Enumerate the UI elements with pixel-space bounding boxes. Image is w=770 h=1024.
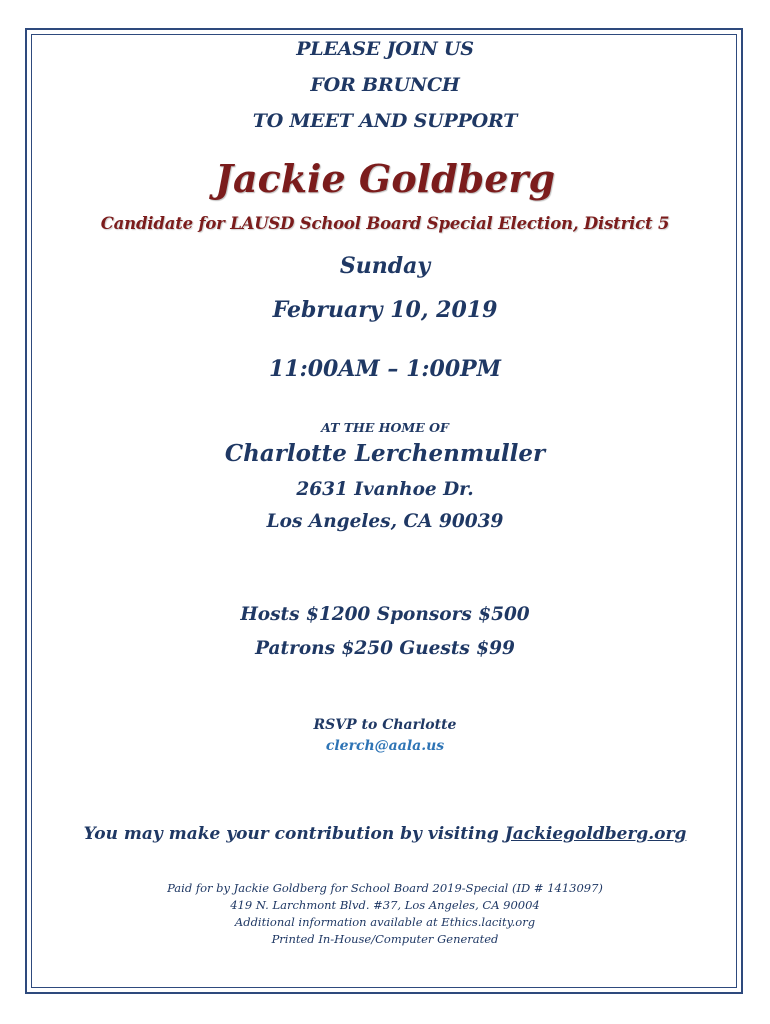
candidate-name: Jackie Goldberg — [214, 156, 556, 201]
invitation-line-2: FOR BRUNCH — [310, 74, 460, 96]
event-day: Sunday — [339, 253, 431, 279]
event-date: February 10, 2019 — [272, 297, 498, 323]
rsvp-email-link[interactable]: clerch@aala.us — [325, 738, 445, 754]
address-city: Los Angeles, CA 90039 — [266, 511, 504, 532]
address-street: 2631 Ivanhoe Dr. — [296, 479, 474, 500]
event-time: 11:00AM – 1:00PM — [268, 356, 502, 382]
invitation-line-3: TO MEET AND SUPPORT — [252, 110, 518, 132]
invitation-line-1: PLEASE JOIN US — [296, 38, 474, 60]
contribution-levels-line-1: Hosts $1200 Sponsors $500 — [240, 604, 530, 625]
disclaimer-line-2: 419 N. Larchmont Blvd. #37, Los Angeles, CA 90004 — [230, 898, 540, 912]
disclaimer-line-4: Printed In-House/Computer Generated — [271, 932, 499, 946]
disclaimer-line-1: Paid for by Jackie Goldberg for School Board 2019-Special (ID # 1413097) — [167, 881, 603, 895]
contribution-note — [0, 824, 770, 844]
host-name: Charlotte Lerchenmuller — [224, 440, 546, 467]
rsvp-label: RSVP to Charlotte — [313, 717, 457, 733]
website-link[interactable]: Jackiegoldberg.org — [504, 824, 687, 844]
contribution-text: You may make your contribution by visiting — [83, 824, 505, 844]
disclaimer-line-3: Additional information available at Ethics.lacity.org — [234, 915, 536, 929]
contribution-levels-line-2: Patrons $250 Guests $99 — [255, 638, 515, 659]
location-intro: AT THE HOME OF — [321, 420, 449, 435]
candidate-subtitle: Candidate for LAUSD School Board Special Election, District 5 — [100, 214, 670, 233]
